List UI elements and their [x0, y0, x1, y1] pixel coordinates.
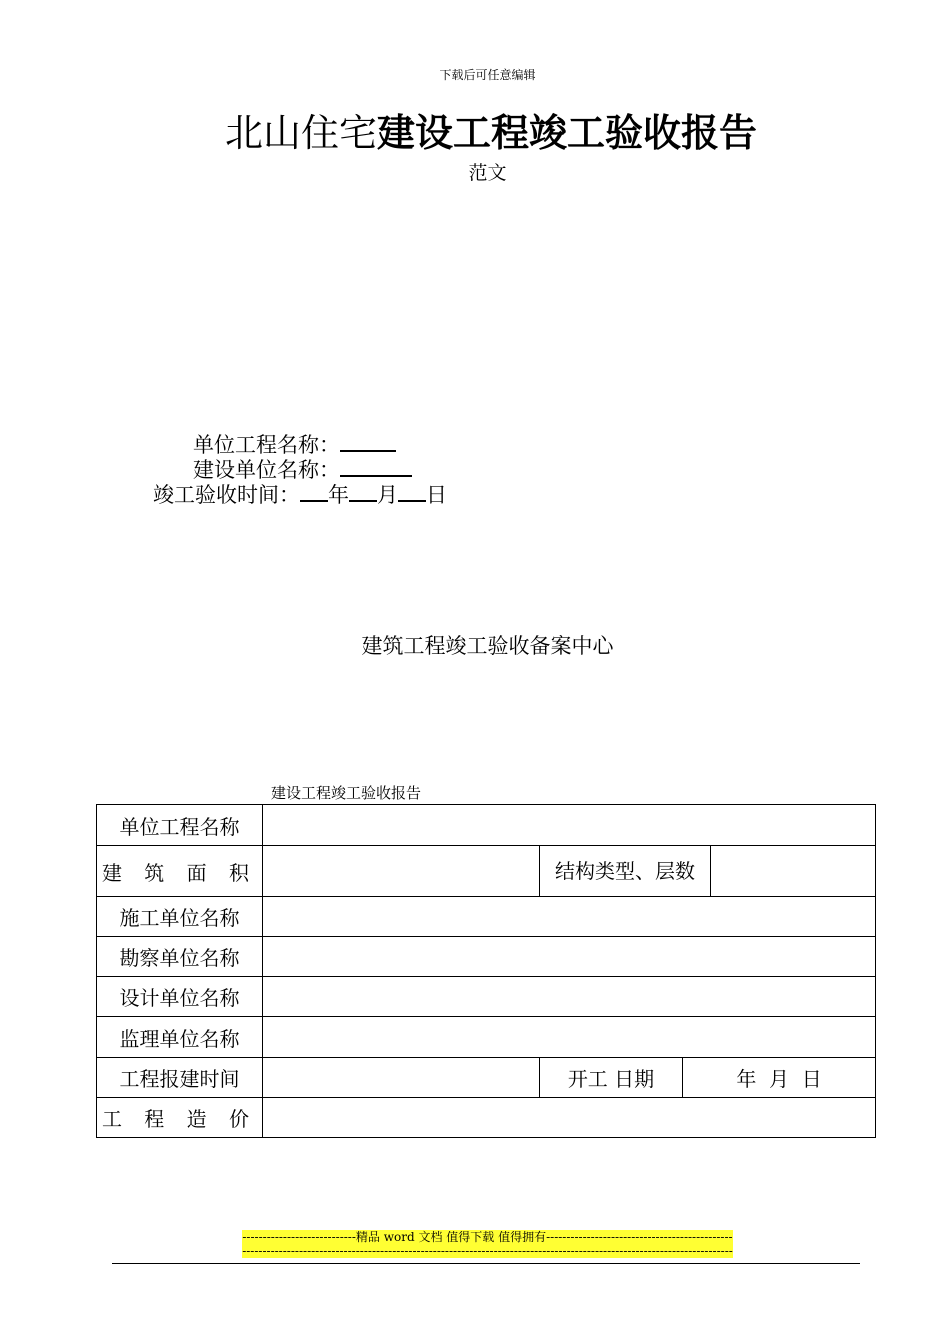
- table-row: [97, 846, 876, 897]
- row-label: 建 筑 面 积: [97, 846, 263, 897]
- row-label: 工 程 造 价: [97, 1098, 263, 1138]
- field-unit-project-name: [193, 432, 396, 458]
- blank-line: [340, 432, 396, 452]
- table-caption: 建设工程竣工验收报告: [271, 784, 422, 802]
- start-date-value: 年 月 日: [683, 1058, 876, 1098]
- footer-dashes-text: -------------------------------------------------------------------------------------------------------------------------: [242, 1244, 733, 1258]
- table-row: [97, 1098, 876, 1138]
- row-label: 勘察单位名称: [97, 937, 263, 977]
- row-label: 设计单位名称: [97, 977, 263, 1017]
- footer-dashes: [0, 1244, 950, 1258]
- header-note: 下载后可任意编辑: [439, 68, 536, 82]
- field-builder-name: [193, 457, 412, 483]
- document-title: [225, 108, 757, 158]
- row-label: 监理单位名称: [97, 1017, 263, 1058]
- value-cell: [263, 1017, 876, 1058]
- table-row: [97, 897, 876, 937]
- field-builder-name-label: 建设单位名称：: [193, 458, 340, 482]
- table-row: [97, 977, 876, 1017]
- value-cell: [711, 846, 876, 897]
- value-cell: [263, 805, 876, 846]
- blank-line: [340, 457, 412, 477]
- value-cell: [263, 977, 876, 1017]
- field-acceptance-time: [153, 482, 447, 508]
- value-cell: [263, 1098, 876, 1138]
- row-label: 工程报建时间: [97, 1058, 263, 1098]
- table-row: [97, 1017, 876, 1058]
- title-main: 建设工程竣工验收报告: [377, 110, 758, 155]
- table-row: [97, 937, 876, 977]
- footer-banner: [0, 1228, 950, 1245]
- row-label: 施工单位名称: [97, 897, 263, 937]
- report-table: [96, 804, 876, 1138]
- table-row: [97, 805, 876, 846]
- struct-type-label: 结构类型、层数: [540, 846, 711, 897]
- value-cell: [263, 846, 540, 897]
- value-cell: [263, 897, 876, 937]
- field-acceptance-time-label: 竣工验收时间：: [153, 483, 300, 507]
- year-label: 年: [328, 483, 349, 507]
- center-org: 建筑工程竣工验收备案中心: [361, 634, 614, 658]
- value-cell: [263, 1058, 540, 1098]
- table-row: [97, 1058, 876, 1098]
- blank-line: [398, 482, 426, 502]
- start-date-label: 开工 日期: [540, 1058, 683, 1098]
- month-label: 月: [377, 483, 398, 507]
- field-unit-project-name-label: 单位工程名称：: [193, 433, 340, 457]
- blank-line: [300, 482, 328, 502]
- footer-banner-text: ----------------------------精品 word 文档 值得下载 值得拥有----------------------------------------------: [242, 1230, 733, 1244]
- day-label: 日: [426, 483, 447, 507]
- row-label: 单位工程名称: [97, 805, 263, 846]
- blank-line: [349, 482, 377, 502]
- footer-rule: [112, 1263, 860, 1264]
- title-prefix: 北山住宅: [225, 111, 378, 155]
- value-cell: [263, 937, 876, 977]
- document-subtitle: 范文: [468, 162, 507, 184]
